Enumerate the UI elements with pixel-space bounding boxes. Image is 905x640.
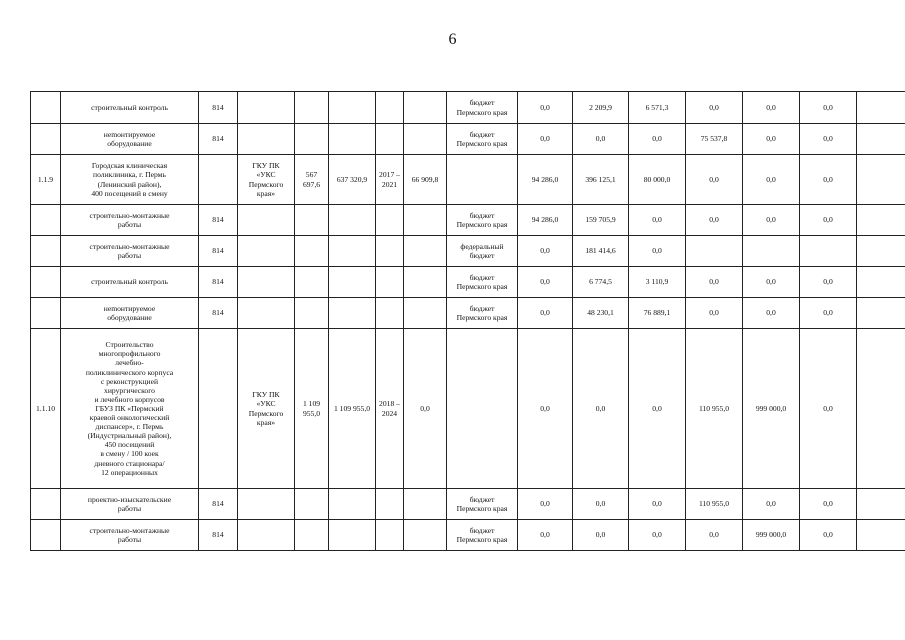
row-value-6: 0,0 (800, 520, 857, 551)
row-value-2: 181 414,6 (573, 236, 629, 267)
row-customer (238, 298, 295, 329)
row-name: строительный контроль (61, 267, 199, 298)
row-number: 1.1.9 (31, 155, 61, 205)
row-cost-total (329, 267, 376, 298)
row-funding-source: бюджет Пермского края (447, 520, 518, 551)
row-value-1: 0,0 (518, 298, 573, 329)
row-value-2: 0,0 (573, 329, 629, 489)
row-value-4: 110 955,0 (686, 489, 743, 520)
row-value-1: 0,0 (518, 329, 573, 489)
row-cost (295, 92, 329, 124)
row-value-1: 94 286,0 (518, 155, 573, 205)
row-number (31, 489, 61, 520)
row-cost-total (329, 520, 376, 551)
row-number (31, 236, 61, 267)
row-funding-source: бюджет Пермского края (447, 124, 518, 155)
row-extra (857, 489, 905, 520)
row-customer (238, 520, 295, 551)
row-extra (857, 124, 905, 155)
row-value-5: 999 000,0 (743, 329, 800, 489)
row-cost-total (329, 124, 376, 155)
row-value-6: 0,0 (800, 155, 857, 205)
row-value-3: 6 571,3 (629, 92, 686, 124)
row-cost-total (329, 205, 376, 236)
row-previous-funding (404, 520, 447, 551)
table-row (31, 205, 905, 236)
row-period (376, 520, 404, 551)
table-row (31, 298, 905, 329)
row-value-5 (743, 236, 800, 267)
row-period: 2017 – 2021 (376, 155, 404, 205)
row-value-3: 80 000,0 (629, 155, 686, 205)
row-extra (857, 329, 905, 489)
row-cost-total (329, 298, 376, 329)
row-name: строительно-монтажные работы (61, 205, 199, 236)
row-previous-funding (404, 124, 447, 155)
row-code: 814 (199, 298, 238, 329)
row-value-4: 110 955,0 (686, 329, 743, 489)
row-code (199, 155, 238, 205)
row-name: проектно-изыскательские работы (61, 489, 199, 520)
row-customer (238, 236, 295, 267)
row-value-2: 0,0 (573, 489, 629, 520)
row-extra (857, 298, 905, 329)
row-extra (857, 92, 905, 124)
row-value-1: 0,0 (518, 489, 573, 520)
row-cost: 567 697,6 (295, 155, 329, 205)
row-funding-source: бюджет Пермского края (447, 267, 518, 298)
row-value-3: 0,0 (629, 124, 686, 155)
row-number (31, 520, 61, 551)
row-number (31, 267, 61, 298)
row-value-6: 0,0 (800, 489, 857, 520)
row-value-4: 0,0 (686, 520, 743, 551)
row-name: неmонтируемое оборудование (61, 298, 199, 329)
row-value-1: 0,0 (518, 124, 573, 155)
row-value-5: 0,0 (743, 267, 800, 298)
row-cost-total (329, 236, 376, 267)
table-row (31, 155, 905, 205)
row-previous-funding (404, 236, 447, 267)
row-code: 814 (199, 489, 238, 520)
row-extra (857, 267, 905, 298)
row-extra (857, 520, 905, 551)
row-value-6: 0,0 (800, 205, 857, 236)
row-value-3: 0,0 (629, 236, 686, 267)
row-funding-source: бюджет Пермского края (447, 92, 518, 124)
row-previous-funding (404, 205, 447, 236)
row-value-2: 48 230,1 (573, 298, 629, 329)
row-value-4: 0,0 (686, 298, 743, 329)
row-value-1: 0,0 (518, 236, 573, 267)
row-name: строительный контроль (61, 92, 199, 124)
row-value-1: 0,0 (518, 267, 573, 298)
row-cost (295, 489, 329, 520)
row-value-1: 0,0 (518, 520, 573, 551)
row-value-3: 3 110,9 (629, 267, 686, 298)
row-customer: ГКУ ПК «УКС Пермского края» (238, 155, 295, 205)
row-value-2: 2 209,9 (573, 92, 629, 124)
row-period (376, 267, 404, 298)
row-value-6: 0,0 (800, 124, 857, 155)
row-funding-source: бюджет Пермского края (447, 205, 518, 236)
row-period (376, 124, 404, 155)
row-cost: 1 109 955,0 (295, 329, 329, 489)
row-cost (295, 267, 329, 298)
row-name: строительно-монтажные работы (61, 236, 199, 267)
row-value-4 (686, 236, 743, 267)
row-code: 814 (199, 124, 238, 155)
row-previous-funding: 0,0 (404, 329, 447, 489)
row-previous-funding: 66 909,8 (404, 155, 447, 205)
row-code (199, 329, 238, 489)
row-customer (238, 92, 295, 124)
row-cost-total: 1 109 955,0 (329, 329, 376, 489)
row-funding-source (447, 155, 518, 205)
row-previous-funding (404, 298, 447, 329)
row-customer (238, 124, 295, 155)
row-value-4: 0,0 (686, 155, 743, 205)
row-name: неmонтируемое оборудование (61, 124, 199, 155)
row-value-2: 396 125,1 (573, 155, 629, 205)
row-value-3: 76 889,1 (629, 298, 686, 329)
row-value-6: 0,0 (800, 298, 857, 329)
table-row (31, 236, 905, 267)
row-value-2: 0,0 (573, 520, 629, 551)
row-customer (238, 489, 295, 520)
row-customer (238, 205, 295, 236)
row-code: 814 (199, 205, 238, 236)
row-value-2: 159 705,9 (573, 205, 629, 236)
row-number (31, 205, 61, 236)
table-row (31, 489, 905, 520)
row-code: 814 (199, 267, 238, 298)
row-period (376, 92, 404, 124)
row-name: Городская клиническая поликлиника, г. Пермь (Ленинский район), 400 посещений в смену (61, 155, 199, 205)
row-value-1: 0,0 (518, 92, 573, 124)
row-customer: ГКУ ПК «УКС Пермского края» (238, 329, 295, 489)
row-previous-funding (404, 267, 447, 298)
row-value-2: 6 774,5 (573, 267, 629, 298)
row-value-1: 94 286,0 (518, 205, 573, 236)
row-value-5: 999 000,0 (743, 520, 800, 551)
row-value-6: 0,0 (800, 329, 857, 489)
table-body (31, 92, 905, 551)
row-funding-source: бюджет Пермского края (447, 489, 518, 520)
table-row (31, 329, 905, 489)
row-value-3: 0,0 (629, 520, 686, 551)
row-extra (857, 155, 905, 205)
row-period: 2018 – 2024 (376, 329, 404, 489)
row-value-3: 0,0 (629, 205, 686, 236)
row-value-4: 0,0 (686, 205, 743, 236)
row-cost (295, 298, 329, 329)
table-row (31, 92, 905, 124)
row-previous-funding (404, 489, 447, 520)
row-cost (295, 520, 329, 551)
row-name: Строительство многопрофильного лечебно- поликлинического корпуса с реконструкцией хирургического и лечебного корпусов ГБУЗ ПК «Пермский краевой онкологический диспансер», г. Пермь (Индустриальный район), 450 посещений в смену / 100 коек дневного стационара/ 12 операционных (61, 329, 199, 489)
row-name: строительно-монтажные работы (61, 520, 199, 551)
row-value-5: 0,0 (743, 489, 800, 520)
row-customer (238, 267, 295, 298)
row-cost (295, 236, 329, 267)
row-period (376, 236, 404, 267)
row-period (376, 489, 404, 520)
row-value-3: 0,0 (629, 489, 686, 520)
row-number: 1.1.10 (31, 329, 61, 489)
row-number (31, 124, 61, 155)
table-row (31, 267, 905, 298)
row-value-3: 0,0 (629, 329, 686, 489)
row-funding-source: бюджет Пермского края (447, 298, 518, 329)
row-cost-total: 637 320,9 (329, 155, 376, 205)
table-row (31, 520, 905, 551)
row-funding-source (447, 329, 518, 489)
row-cost-total (329, 489, 376, 520)
row-funding-source: федеральный бюджет (447, 236, 518, 267)
row-cost (295, 124, 329, 155)
table-row (31, 124, 905, 155)
row-value-4: 0,0 (686, 267, 743, 298)
row-code: 814 (199, 520, 238, 551)
row-period (376, 205, 404, 236)
row-value-5: 0,0 (743, 155, 800, 205)
row-value-4: 0,0 (686, 92, 743, 124)
row-value-5: 0,0 (743, 298, 800, 329)
row-value-6: 0,0 (800, 267, 857, 298)
row-period (376, 298, 404, 329)
row-value-5: 0,0 (743, 124, 800, 155)
row-extra (857, 236, 905, 267)
row-number (31, 92, 61, 124)
row-value-6: 0,0 (800, 92, 857, 124)
row-value-5: 0,0 (743, 205, 800, 236)
row-code: 814 (199, 92, 238, 124)
page-number: 6 (448, 31, 457, 48)
row-cost (295, 205, 329, 236)
row-extra (857, 205, 905, 236)
row-number (31, 298, 61, 329)
budget-table (30, 91, 905, 551)
row-previous-funding (404, 92, 447, 124)
row-value-6 (800, 236, 857, 267)
row-cost-total (329, 92, 376, 124)
row-value-4: 75 537,8 (686, 124, 743, 155)
row-code: 814 (199, 236, 238, 267)
row-value-2: 0,0 (573, 124, 629, 155)
row-value-5: 0,0 (743, 92, 800, 124)
